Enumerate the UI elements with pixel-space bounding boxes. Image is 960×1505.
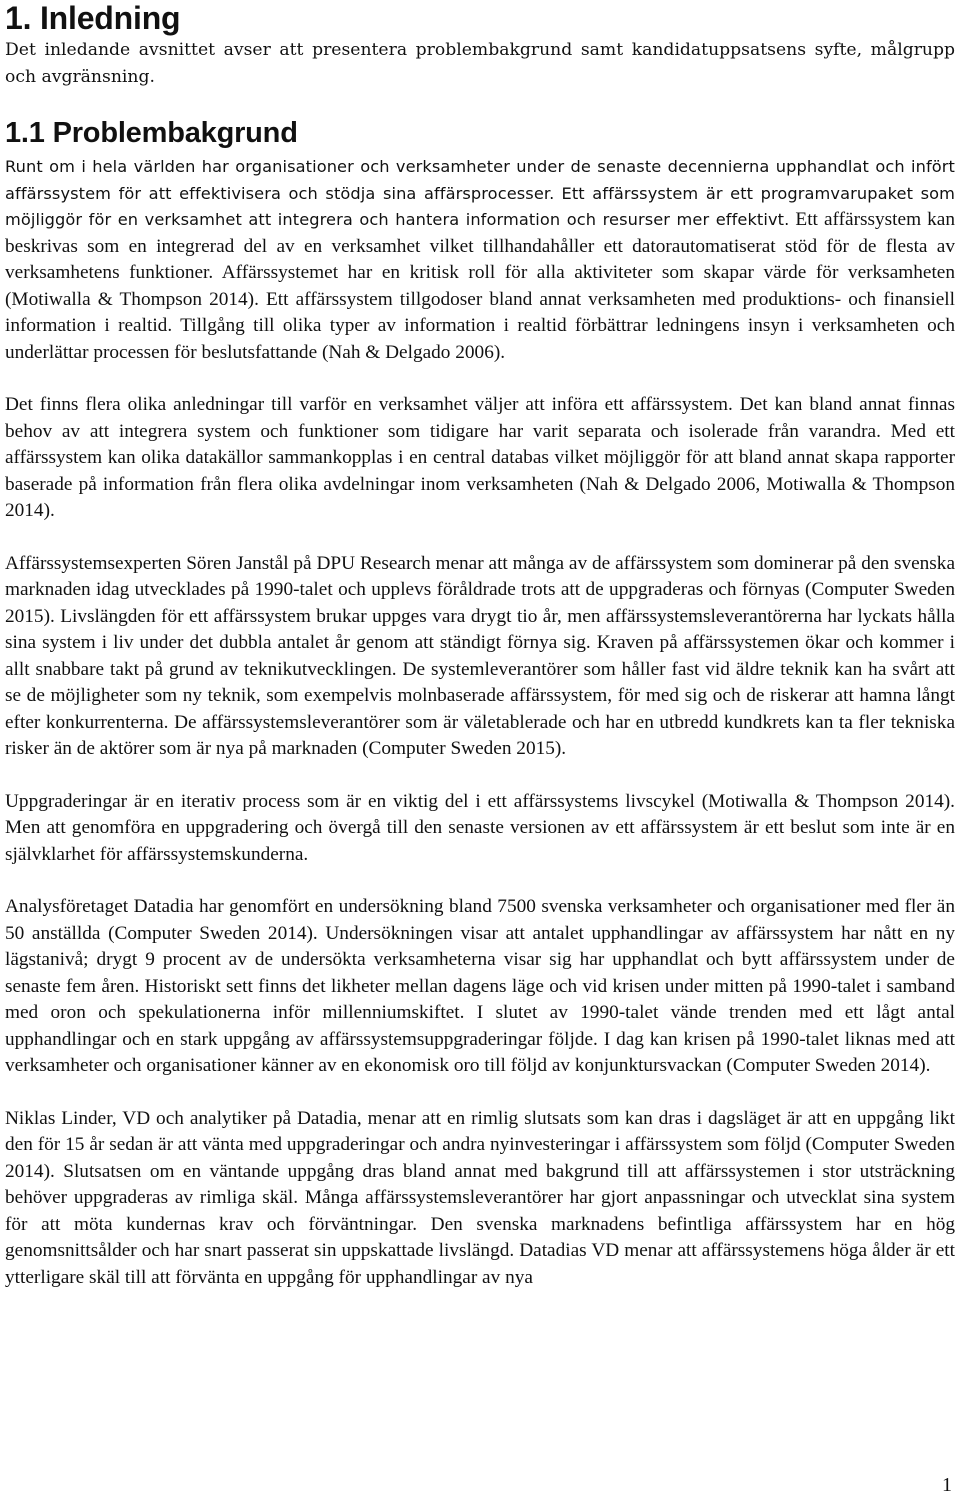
paragraph-6: Niklas Linder, VD och analytiker på Datadia, menar att en rimlig slutsats som kan dras i dagsläget är att en uppgång likt den för 15 år sedan är att vänta med uppgraderingar och andra nyinvesteringar i affärssystem som följd (Computer Sweden 2014). Slutsatsen om en väntande uppgång dras bland annat med bakgrund till att affärssystemen i stor utsträckning behöver uppgraderas av rimliga skäl. Många affärssystemsleverantörer har gjort anpassningar och utvecklat sina system för att möta kundernas krav och förväntningar. Den svenska marknadens befintliga affärssystem har en hög genomsnittsålder och har snart passerat sin uppskattade livslängd. Datadias VD menar att affärssystemens höga ålder är ett ytterligare skäl till att förvänta en uppgång för upphandlingar av nya — [5, 1107, 955, 1288]
paragraph-2: Det finns flera olika anledningar till varför en verksamhet väljer att införa ett affärssystem. Det kan bland annat finnas behov av att integrera system och funktioner som tidigare har varit separata och isolerade från varandra. Med ett affärssystem kan olika datakällor sammankopplas i en central databas vilket möjliggör för att bland annat skapa rapporter baserade på information från flera olika avdelningar inom verksamheten (Nah & Delgado 2006, Motiwalla & Thompson 2014). — [5, 394, 955, 521]
chapter-heading: 1. Inledning — [5, 0, 181, 36]
chapter-intro-paragraph: Det inledande avsnittet avser att presentera problembakgrund samt kandidatuppsatsens syfte, målgrupp och avgränsning. — [5, 40, 955, 87]
paragraph-3: Affärssystemsexperten Sören Janstål på DPU Research menar att många av de affärssystem som dominerar på den svenska marknaden idag utvecklades på 1990-talet och upplevs föråldrade trots att de uppgraderas och förnyas (Computer Sweden 2015). Livslängden för ett affärssystem brukar uppges vara drygt tio år, men affärssystemsleverantörerna har lyckats hålla sina system i liv under det dubbla antalet år genom att ständigt förnya sig. Kraven på affärssystemen ökar och kommer i allt snabbare takt på grund av teknikutvecklingen. De systemleverantörer som håller fast vid äldre teknik kan ha svårt att se de möjligheter som ny teknik, som exempelvis molnbaserade affärssystem, för med sig och de riskerar att hamna långt efter konkurrenterna. De affärssystemsleverantörer som är väletablerade och har en utbredd kundkrets kan ta fler tekniska risker än de aktörer som är nya på marknaden (Computer Sweden 2015). — [5, 552, 955, 759]
paragraph-1-sentence-2: Ett affärssystem är ett programvarupaket som möjliggör för en verksamhet att integrera och hantera information och resurser mer effektivt. — [5, 183, 955, 229]
paragraph-4: Uppgraderingar är en iterativ process som är en viktig del i ett affärssystems livscykel (Motiwalla & Thompson 2014). Men att genomföra en uppgradering och övergå till den senaste versionen av ett affärssystem är ett beslut som inte är en självklarhet för affärssystemskunderna. — [5, 790, 955, 865]
page-number: 1 — [942, 1474, 952, 1496]
paragraph-1-sentence-1: Runt om i hela världen har organisationer och verksamheter under de senaste decennierna upphandlat och infört affärssystem för att effektivisera och stödja sina affärsprocesser. — [5, 157, 955, 203]
paragraph-1-rest: Ett affärssystem kan beskrivas som en integrerad del av en verksamhet vilket tillhandahåller ett datorautomatiserat stöd för de flesta av verksamhetens funktioner. Affärssystemet har en kritisk roll för alla aktiviteter som skapar värde för verksamheten (Motiwalla & Thompson 2014). Ett affärssystem tillgodoser bland annat verksamheten med produktions- och finansiell information i realtid. Tillgång till olika typer av information i realtid förbättrar ledningens insyn i verksamheten och underlättar processen för beslutsfattande (Nah & Delgado 2006). — [5, 209, 955, 363]
paragraph-5: Analysföretaget Datadia har genomfört en undersökning bland 7500 svenska verksamheter och organisationer med fler än 50 anställda (Computer Sweden 2014). Undersökningen visar att antalet upphandlingar av affärssystem har nått en ny lägstanivå; drygt 9 procent av de undersökta verksamheterna visar sig har upphandlat och bytt affärssystem under de senaste fem åren. Historiskt sett finns det likheter mellan dagens läge och vid krisen under mitten på 1990-talet i samband med oron och spekulationerna inför millenniumskiftet. I slutet av 1990-talet vände trenden med ett lågt antal upphandlingar och en stark uppgång av affärssystemsuppgraderingar följde. I dag kan krisen på 1990-talet liknas med att verksamheter och organisationer känner av en ekonomisk oro till följd av konjunktursvackan (Computer Sweden 2014). — [5, 896, 955, 1076]
document-page — [5, 0, 955, 1291]
paragraph-1 — [5, 154, 955, 366]
section-heading: 1.1 Problembakgrund — [5, 117, 298, 149]
